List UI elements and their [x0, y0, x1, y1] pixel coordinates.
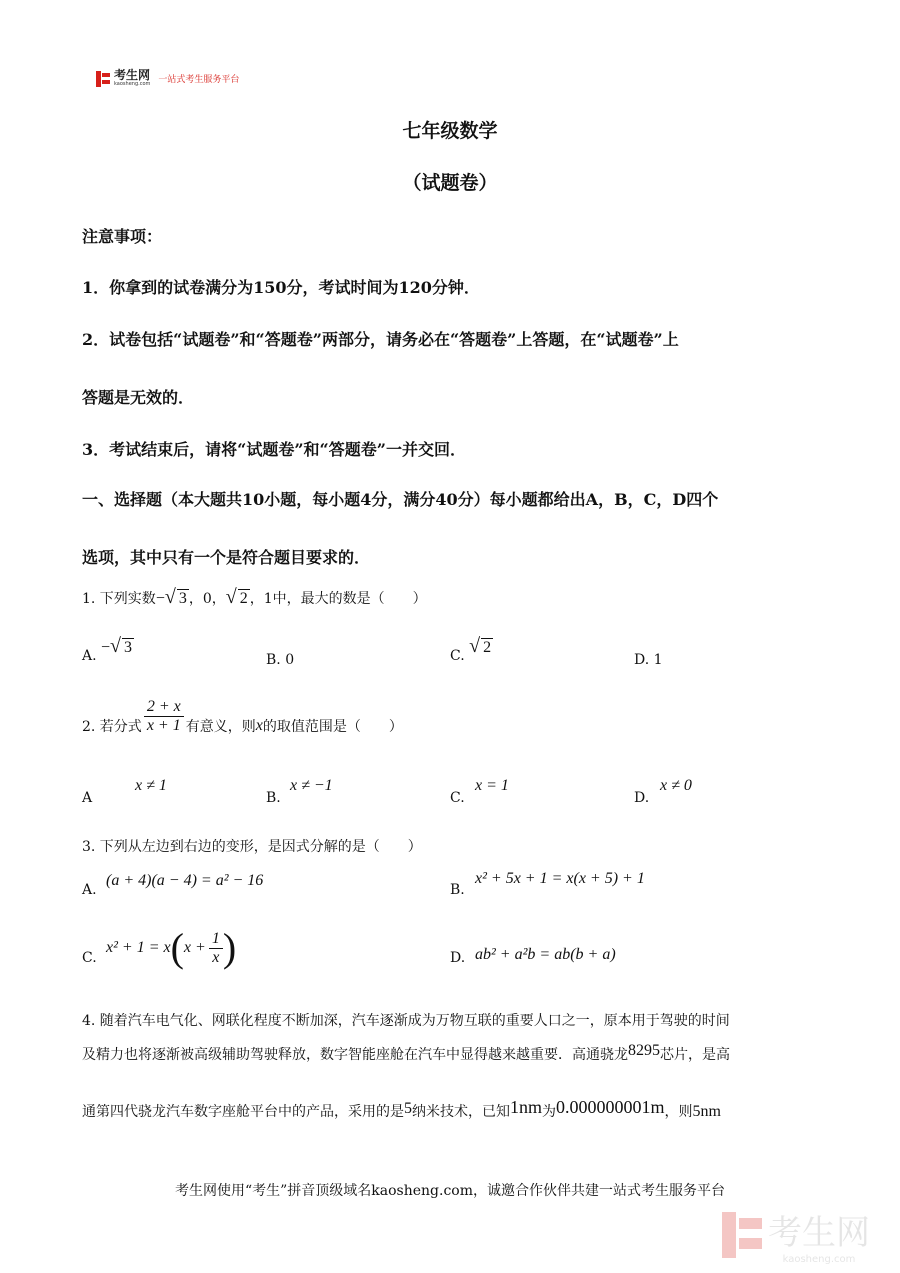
- section-heading-1: 一、选择题（本大题共10小题，每小题4分，满分40分）每小题都给出A，B，C，D四个: [82, 490, 719, 509]
- question-4-line-3: 通第四代骁龙汽车数字座舱平台中的产品，采用的是5纳米技术，已知1nm为0.000000001m，则5nm: [82, 1097, 721, 1120]
- question-4-line-1: 4. 随着汽车电气化、网联化程度不断加深，汽车逐渐成为万物互联的重要人口之一，原本用于驾驶的时间: [82, 1013, 730, 1029]
- q3-option-d-label[interactable]: D.: [450, 950, 466, 966]
- fraction: $\frac{2 + x}{x + 1}$: [144, 698, 184, 735]
- q3-option-a-label[interactable]: A.: [82, 882, 97, 898]
- q2-option-a-label[interactable]: A: [82, 790, 93, 806]
- q1-option-c[interactable]: C. √ 2: [450, 647, 493, 665]
- question-1: 1. 下列实数−√ 3 ，0，√ 2 ，1中，最大的数是（ ）: [82, 588, 427, 608]
- watermark-name: 考生网: [768, 1213, 870, 1253]
- q3-option-c-math: x² + 1 = x ( x + $\frac{1}{x}$ ): [106, 925, 237, 970]
- q3-option-b-label[interactable]: B.: [450, 882, 465, 898]
- q3-option-d-math: ab² + a²b = ab(b + a): [475, 946, 616, 963]
- watermark: [722, 1205, 870, 1265]
- q2-option-a-math: x ≠ 1: [135, 777, 167, 794]
- notice-item-1: 1．你拿到的试卷满分为150分，考试时间为120分钟．: [82, 278, 480, 297]
- logo-name: 考生网: [114, 68, 151, 82]
- watermark-domain: kaosheng.com: [782, 1254, 856, 1265]
- q2-option-c-label[interactable]: C.: [450, 790, 465, 806]
- q1-option-a[interactable]: A. −√ 3: [82, 647, 134, 665]
- q3-option-b-math: x² + 5x + 1 = x(x + 5) + 1: [475, 870, 645, 887]
- sqrt-2: √ 2: [226, 590, 250, 608]
- question-3: 3. 下列从左边到右边的变形，是因式分解的是（ ）: [82, 839, 422, 855]
- q1-option-d[interactable]: D. 1: [634, 652, 663, 668]
- sqrt-3: √ 3: [165, 590, 189, 608]
- question-4-line-2: 及精力也将逐渐被高级辅助驾驶释放，数字智能座舱在汽车中显得越来越重要．高通骁龙8295芯片，是高: [82, 1042, 730, 1063]
- q2-option-c-math: x = 1: [475, 777, 509, 794]
- logo-domain: kaosheng.com: [114, 81, 151, 87]
- q1-option-b[interactable]: B. 0: [266, 652, 295, 668]
- kaosheng-logo-icon: [96, 71, 110, 87]
- page-title: 七年级数学: [402, 120, 498, 142]
- q2-option-d-label[interactable]: D.: [634, 790, 650, 806]
- page-subtitle: （试题卷）: [402, 172, 498, 194]
- notice-item-2b: 答题是无效的．: [82, 388, 195, 407]
- q2-option-b-label[interactable]: B.: [266, 790, 281, 806]
- watermark-logo-icon: [722, 1212, 762, 1258]
- notice-heading: 注意事项：: [82, 227, 163, 246]
- page-footer: 考生网使用“考生”拼音顶级域名kaosheng.com，诚邀合作伙伴共建一站式考生服务平台: [174, 1183, 726, 1199]
- q2-option-b-math: x ≠ −1: [290, 777, 333, 794]
- notice-item-2a: 2．试卷包括“试题卷”和“答题卷”两部分，请务必在“答题卷”上答题，在“试题卷”上: [82, 330, 679, 349]
- notice-item-3: 3．考试结束后，请将“试题卷”和“答题卷”一并交回．: [82, 440, 466, 459]
- q3-option-c-label[interactable]: C.: [82, 950, 97, 966]
- q2-option-d-math: x ≠ 0: [660, 777, 692, 794]
- header-logo: [96, 70, 239, 87]
- section-heading-2: 选项，其中只有一个是符合题目要求的．: [82, 548, 371, 567]
- question-2: 2. 若分式 $\frac{2 + x}{x + 1}$ 有意义，则 x 的取值范围是（ ）: [82, 697, 403, 735]
- q3-option-a-math: (a + 4)(a − 4) = a² − 16: [106, 872, 264, 889]
- logo-slogan: 一站式考生服务平台: [158, 75, 240, 85]
